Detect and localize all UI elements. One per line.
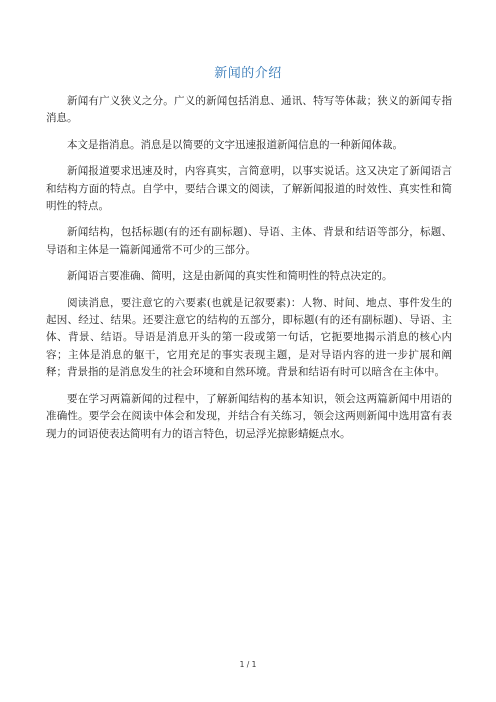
paragraph-1: 新闻有广义狭义之分。广义的新闻包括消息、通讯、特写等体裁；狭义的新闻专指消息。 xyxy=(46,95,452,125)
paragraph-6: 阅读消息，要注意它的六要素(也就是记叙要素)：人物、时间、地点、事件发生的起因、经过、结果。还要注意它的结构的五部分，即标题(有的还有副标题)、导语、主体、背景、结语。导语是消息开头的第一段或第一句话，它扼要地揭示消息的核心内容；主体是消息的躯干，它用充足的事实表现主题，是对导语内容的进一步扩展和阐释；背景指的是消息发生的社会环境和自然环境。背景和结语有时可以暗含在主体中。 xyxy=(46,296,452,379)
paragraph-5: 新闻语言要准确、简明，这是由新闻的真实性和简明性的特点决定的。 xyxy=(67,270,393,283)
paragraph-4: 新闻结构，包括标题(有的还有副标题)、导语、主体、背景和结语等部分，标题、导语和主体是一篇新闻通常不可少的三部分。 xyxy=(46,226,452,256)
document-title: 新闻的介绍 xyxy=(214,66,282,81)
paragraph-3: 新闻报道要求迅速及时，内容真实，言简意明，以事实说话。这又决定了新闻语言和结构方面的特点。自学中，要结合课文的阅读，了解新闻报道的时效性、真实性和简明性的特点。 xyxy=(46,165,452,213)
paragraph-7: 要在学习两篇新闻的过程中，了解新闻结构的基本知识，领会这两篇新闻中用语的准确性。要学会在阅读中体会和发现，并结合有关练习，领会这两则新闻中选用富有表现力的词语使表达简明有力的语言特色，切忌浮光掠影蜻蜓点水。 xyxy=(46,392,452,440)
paragraph-2: 本文是指消息。消息是以简要的文字迅速报道新闻信息的一种新闻体裁。 xyxy=(67,138,403,151)
page-number: 1 / 1 xyxy=(239,660,257,669)
document-body xyxy=(46,93,452,452)
